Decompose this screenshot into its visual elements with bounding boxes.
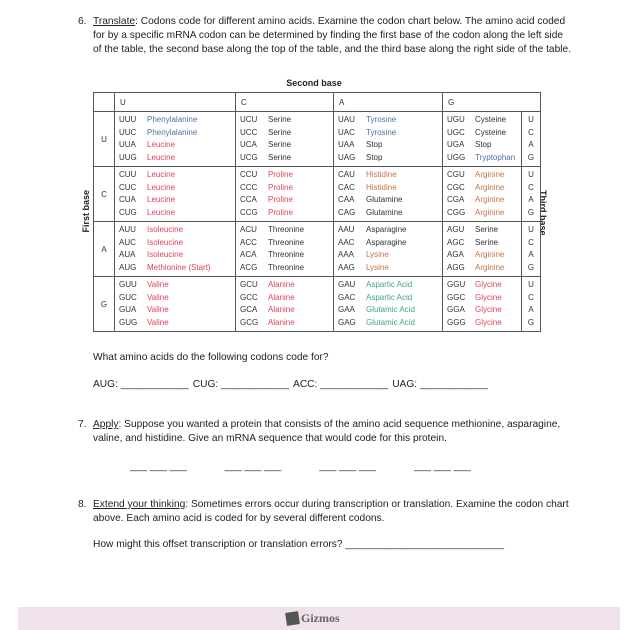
third-base-label: Third base bbox=[538, 190, 548, 236]
codon-cell bbox=[115, 112, 236, 167]
codon: AUA bbox=[119, 250, 136, 259]
amino-acid: Tyrosine bbox=[366, 115, 397, 124]
codon: GGU bbox=[447, 280, 466, 289]
codon: UUC bbox=[119, 127, 137, 137]
codon: AGC bbox=[447, 237, 465, 247]
gizmos-logo: Gizmos bbox=[301, 611, 340, 625]
codon: ACG bbox=[240, 262, 258, 272]
codon-cell bbox=[236, 277, 334, 332]
codon: UCC bbox=[240, 127, 258, 137]
codon: UCG bbox=[240, 152, 258, 162]
corner-cell bbox=[94, 93, 115, 112]
codon: CAU bbox=[338, 170, 355, 179]
codon: AAU bbox=[338, 225, 355, 234]
codon: GCA bbox=[240, 305, 258, 314]
codon-cell bbox=[236, 222, 334, 277]
amino-acid: Leucine bbox=[147, 140, 176, 149]
amino-acid: Glutamine bbox=[366, 207, 403, 217]
third-base-cell bbox=[522, 222, 541, 277]
amino-acid: Threonine bbox=[268, 250, 305, 259]
amino-acid: Asparagine bbox=[366, 225, 407, 234]
codon: AUG bbox=[119, 262, 137, 272]
codon-table bbox=[93, 92, 541, 332]
codon: CUU bbox=[119, 170, 137, 179]
third-base: G bbox=[527, 207, 535, 217]
third-base: G bbox=[527, 152, 535, 162]
third-base: U bbox=[528, 170, 534, 179]
amino-acid: Histidine bbox=[366, 182, 397, 192]
amino-acid: Arginine bbox=[475, 170, 505, 179]
codon: GUA bbox=[119, 305, 137, 314]
amino-acid: Alanine bbox=[268, 292, 295, 302]
codon-cell bbox=[334, 112, 443, 167]
second-base-header: A bbox=[334, 93, 443, 112]
amino-acid: Glutamine bbox=[366, 195, 403, 204]
codon: CGG bbox=[447, 207, 466, 217]
question-label: Apply bbox=[93, 419, 119, 430]
amino-acid: Leucine bbox=[147, 152, 176, 162]
third-base: A bbox=[528, 195, 534, 204]
third-base: C bbox=[528, 127, 534, 137]
amino-acid: Valine bbox=[147, 317, 169, 327]
amino-acid: Alanine bbox=[268, 280, 295, 289]
codon: GCU bbox=[240, 280, 258, 289]
first-base-label: First base bbox=[81, 190, 91, 233]
codon: AGU bbox=[447, 225, 465, 234]
codon: GUU bbox=[119, 280, 137, 289]
codon: GGA bbox=[447, 305, 465, 314]
codon-row bbox=[94, 222, 541, 277]
amino-acid: Glycine bbox=[475, 292, 502, 302]
third-base: U bbox=[528, 280, 534, 289]
codon: GUC bbox=[119, 292, 137, 302]
codon-row bbox=[94, 167, 541, 222]
codon-cell bbox=[115, 277, 236, 332]
codon-cell bbox=[443, 112, 522, 167]
codon-cell bbox=[115, 222, 236, 277]
third-base: A bbox=[528, 250, 534, 259]
codon: UGG bbox=[447, 152, 466, 162]
amino-acid: Tyrosine bbox=[366, 127, 397, 137]
amino-acid: Leucine bbox=[147, 170, 176, 179]
amino-acid: Asparagine bbox=[366, 237, 407, 247]
amino-acid: Cysteine bbox=[475, 127, 507, 137]
first-base-cell: G bbox=[94, 277, 115, 332]
mrna-blank[interactable]: ___ ___ ___ bbox=[413, 461, 471, 472]
codon: AAA bbox=[338, 250, 355, 259]
amino-acid: Phenylalanine bbox=[147, 115, 198, 124]
codon: GCC bbox=[240, 292, 258, 302]
third-base: G bbox=[527, 317, 535, 327]
codon: CCA bbox=[240, 195, 257, 204]
second-base-header: C bbox=[236, 93, 334, 112]
question-number: 7. bbox=[78, 419, 87, 430]
codon: UAG bbox=[338, 152, 356, 162]
codon: ACA bbox=[240, 250, 257, 259]
amino-acid: Arginine bbox=[475, 250, 505, 259]
codon: CGU bbox=[447, 170, 465, 179]
codon-cell bbox=[334, 167, 443, 222]
amino-acid: Lysine bbox=[366, 262, 389, 272]
amino-acid: Arginine bbox=[475, 195, 505, 204]
codon: GAU bbox=[338, 280, 356, 289]
codon: AAC bbox=[338, 237, 355, 247]
amino-acid: Threonine bbox=[268, 225, 305, 234]
codon: AUU bbox=[119, 225, 136, 234]
first-base-cell: A bbox=[94, 222, 115, 277]
amino-acid: Stop bbox=[366, 140, 383, 149]
codon: UGC bbox=[447, 127, 465, 137]
amino-acid: Proline bbox=[268, 195, 293, 204]
mrna-blank[interactable]: ___ ___ ___ bbox=[224, 461, 282, 472]
amino-acid: Isoleucine bbox=[147, 225, 184, 234]
codon: GAC bbox=[338, 292, 356, 302]
amino-acid: Serine bbox=[268, 140, 292, 149]
amino-acid: Isoleucine bbox=[147, 250, 184, 259]
amino-acid: Proline bbox=[268, 170, 293, 179]
gizmos-logo-icon bbox=[285, 611, 300, 626]
codon: ACC bbox=[240, 237, 257, 247]
third-base: C bbox=[528, 182, 534, 192]
amino-acid: Tryptophan bbox=[475, 152, 516, 162]
amino-acid: Glutamic Acid bbox=[366, 305, 415, 314]
amino-acid: Aspartic Acid bbox=[366, 292, 413, 302]
codon: UCU bbox=[240, 115, 258, 124]
amino-acid: Alanine bbox=[268, 305, 295, 314]
codon: GUG bbox=[119, 317, 138, 327]
amino-acid: Cysteine bbox=[475, 115, 507, 124]
codon: CUA bbox=[119, 195, 136, 204]
codon: CAC bbox=[338, 182, 355, 192]
question-text: : Codons code for different amino acids. Examine the codon chart below. The amino acid coded for by a specific mRNA codon can be determined by finding the first base of the codon along the left side of the table, the second base along the top of the table, and the third base along the right side of the table. bbox=[93, 16, 572, 55]
mrna-blank[interactable]: ___ ___ ___ bbox=[130, 461, 187, 472]
codon: GAA bbox=[338, 305, 355, 314]
codon: UUU bbox=[119, 115, 137, 124]
codon: CAG bbox=[338, 207, 356, 217]
amino-acid: Valine bbox=[147, 280, 169, 289]
amino-acid: Leucine bbox=[147, 207, 176, 217]
codon-cell bbox=[334, 277, 443, 332]
third-base: G bbox=[527, 262, 535, 272]
amino-acid: Serine bbox=[475, 237, 499, 247]
codon: GAG bbox=[338, 317, 356, 327]
amino-acid: Proline bbox=[268, 207, 293, 217]
mrna-blank[interactable]: ___ ___ ___ bbox=[319, 461, 376, 472]
question-number: 8. bbox=[78, 499, 87, 510]
amino-acid: Threonine bbox=[268, 237, 305, 247]
first-base-cell: U bbox=[94, 112, 115, 167]
amino-acid: Leucine bbox=[147, 182, 176, 192]
third-base-cell bbox=[522, 112, 541, 167]
codon: UUG bbox=[119, 152, 137, 162]
third-base: A bbox=[528, 140, 534, 149]
codon: CAA bbox=[338, 195, 355, 204]
footer-bar bbox=[18, 607, 620, 630]
codon: UGU bbox=[447, 115, 465, 124]
codon: GCG bbox=[240, 317, 259, 327]
third-base-cell bbox=[522, 277, 541, 332]
codon: AUC bbox=[119, 237, 136, 247]
second-base-header: U bbox=[115, 93, 236, 112]
codon: CUC bbox=[119, 182, 137, 192]
codon: CCG bbox=[240, 207, 258, 217]
amino-acid: Alanine bbox=[268, 317, 295, 327]
second-base-label: Second base bbox=[286, 78, 342, 88]
codon-cell bbox=[236, 167, 334, 222]
second-base-header: G bbox=[443, 93, 541, 112]
codon: ACU bbox=[240, 225, 257, 234]
codon: CCC bbox=[240, 182, 258, 192]
third-base-cell bbox=[522, 167, 541, 222]
amino-acid: Glycine bbox=[475, 317, 502, 327]
third-base: U bbox=[528, 225, 534, 234]
question-label: Extend your thinking bbox=[93, 499, 186, 510]
codon-row bbox=[94, 112, 541, 167]
codon-cell bbox=[443, 167, 522, 222]
codon: CGA bbox=[447, 195, 465, 204]
codon-cell bbox=[236, 112, 334, 167]
codon-cell bbox=[334, 222, 443, 277]
amino-acid: Methionine (Start) bbox=[147, 262, 211, 272]
codon-cell bbox=[443, 277, 522, 332]
codon: CCU bbox=[240, 170, 258, 179]
third-base: U bbox=[528, 115, 534, 124]
codon: UCA bbox=[240, 140, 257, 149]
codon: AGA bbox=[447, 250, 464, 259]
codon-prompt: What amino acids do the following codons code for? bbox=[93, 352, 329, 363]
codon-cell bbox=[443, 222, 522, 277]
offset-prompt[interactable]: How might this offset transcription or translation errors? ____________________________ bbox=[93, 539, 504, 550]
acc-blank[interactable]: ACC: ____________ bbox=[293, 379, 389, 390]
question-text: : Sometimes errors occur during transcription or translation. Examine the codon chart above. Each amino acid is coded for by several different codons. bbox=[93, 499, 569, 524]
aug-blank[interactable]: AUG: ____________ bbox=[93, 379, 189, 390]
amino-acid: Isoleucine bbox=[147, 237, 184, 247]
amino-acid: Stop bbox=[475, 140, 492, 149]
amino-acid: Serine bbox=[268, 127, 292, 137]
amino-acid: Leucine bbox=[147, 195, 176, 204]
third-base: A bbox=[528, 305, 534, 314]
question-number: 6. bbox=[78, 16, 87, 27]
uag-blank[interactable]: UAG: ____________ bbox=[392, 379, 488, 390]
codon: AAG bbox=[338, 262, 355, 272]
amino-acid: Serine bbox=[475, 225, 499, 234]
amino-acid: Glycine bbox=[475, 305, 502, 314]
codon: CUG bbox=[119, 207, 137, 217]
amino-acid: Glycine bbox=[475, 280, 502, 289]
question-label: Translate bbox=[93, 16, 136, 27]
amino-acid: Proline bbox=[268, 182, 293, 192]
amino-acid: Arginine bbox=[475, 262, 505, 272]
amino-acid: Threonine bbox=[268, 262, 305, 272]
third-base: C bbox=[528, 292, 534, 302]
amino-acid: Phenylalanine bbox=[147, 127, 198, 137]
codon: UAC bbox=[338, 127, 355, 137]
amino-acid: Aspartic Acid bbox=[366, 280, 413, 289]
third-base: C bbox=[528, 237, 534, 247]
amino-acid: Valine bbox=[147, 292, 169, 302]
amino-acid: Lysine bbox=[366, 250, 389, 259]
codon-cell bbox=[115, 167, 236, 222]
codon: UUA bbox=[119, 140, 136, 149]
codon: GGC bbox=[447, 292, 466, 302]
codon-row bbox=[94, 277, 541, 332]
amino-acid: Histidine bbox=[366, 170, 397, 179]
codon: AGG bbox=[447, 262, 465, 272]
first-base-cell: C bbox=[94, 167, 115, 222]
amino-acid: Glutamic Acid bbox=[366, 317, 415, 327]
amino-acid: Serine bbox=[268, 115, 292, 124]
codon: CGC bbox=[447, 182, 465, 192]
amino-acid: Serine bbox=[268, 152, 292, 162]
cug-blank[interactable]: CUG: ____________ bbox=[192, 379, 290, 390]
amino-acid: Valine bbox=[147, 305, 169, 314]
amino-acid: Arginine bbox=[475, 182, 505, 192]
codon: UAU bbox=[338, 115, 355, 124]
codon: GGG bbox=[447, 317, 466, 327]
codon: UGA bbox=[447, 140, 465, 149]
amino-acid: Stop bbox=[366, 152, 383, 162]
codon: UAA bbox=[338, 140, 355, 149]
question-text: : Suppose you wanted a protein that consists of the amino acid sequence methionine, asparagine, valine, and histidine. Give an mRNA sequence that would code for this protein. bbox=[93, 419, 561, 444]
amino-acid: Arginine bbox=[475, 207, 505, 217]
